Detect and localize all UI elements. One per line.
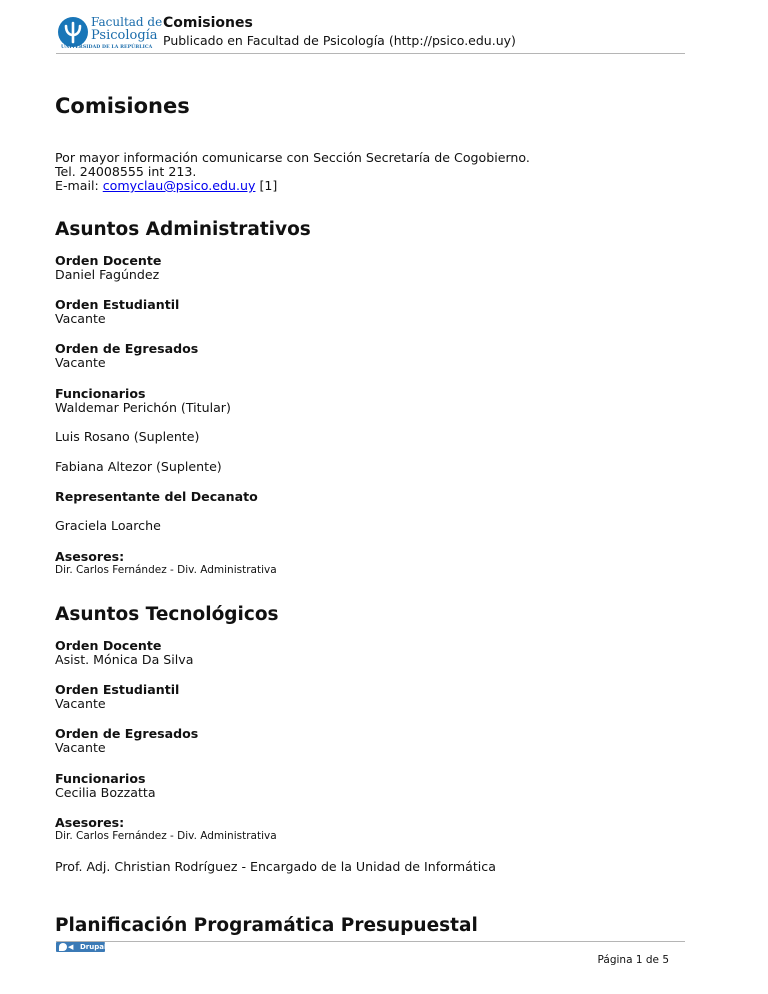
drupal-drop-icon	[59, 943, 67, 951]
intro-line-email	[55, 178, 277, 193]
footer-divider	[56, 941, 685, 942]
role-label: Orden Docente	[55, 638, 162, 653]
psi-logo-icon	[58, 17, 88, 47]
section-heading: Planificación Programática Presupuestal	[55, 915, 478, 936]
role-label: Orden de Egresados	[55, 341, 199, 356]
header-title: Comisiones	[163, 15, 253, 31]
email-prefix: E-mail:	[55, 178, 103, 193]
role-label: Orden Estudiantil	[55, 297, 180, 312]
header-subtitle: Publicado en Facultad de Psicología (http://psico.edu.uy)	[163, 33, 516, 48]
section-heading: Asuntos Administrativos	[55, 219, 311, 240]
page-number: Página 1 de 5	[597, 954, 669, 966]
role-label: Asesores:	[55, 815, 125, 830]
intro-line-phone: Tel. 24008555 int 213.	[55, 164, 197, 179]
section-heading: Asuntos Tecnológicos	[55, 604, 279, 625]
member-name: Vacante	[55, 355, 106, 370]
member-name: Fabiana Altezor (Suplente)	[55, 459, 222, 474]
page-title: Comisiones	[55, 94, 190, 118]
logo-text-facultad: Facultad de	[91, 15, 163, 29]
role-label: Funcionarios	[55, 386, 146, 401]
member-name: Vacante	[55, 311, 106, 326]
drupal-badge	[56, 942, 105, 952]
drupal-arrow-icon: ◀	[68, 943, 74, 951]
drupal-badge-label: Drupal	[80, 943, 107, 951]
advisor-name: Prof. Adj. Christian Rodríguez - Encargado de la Unidad de Informática	[55, 859, 496, 874]
advisor-name: Dir. Carlos Fernández - Div. Administrativa	[55, 564, 277, 576]
advisor-name: Dir. Carlos Fernández - Div. Administrativa	[55, 830, 277, 842]
intro-line-contact: Por mayor información comunicarse con Sección Secretaría de Cogobierno.	[55, 150, 530, 165]
logo-text-universidad: UNIVERSIDAD DE LA REPÚBLICA	[61, 45, 153, 50]
facultad-logo	[58, 14, 163, 52]
role-label: Orden Docente	[55, 253, 162, 268]
member-name: Vacante	[55, 696, 106, 711]
member-name: Waldemar Perichón (Titular)	[55, 400, 231, 415]
role-label: Asesores:	[55, 549, 125, 564]
member-name: Graciela Loarche	[55, 518, 161, 533]
role-label: Orden Estudiantil	[55, 682, 180, 697]
email-reference: [1]	[255, 178, 278, 193]
email-link[interactable]: comyclau@psico.edu.uy	[102, 178, 256, 193]
logo-text-psicologia: Psicología	[91, 28, 158, 43]
role-label: Funcionarios	[55, 771, 146, 786]
member-name: Vacante	[55, 740, 106, 755]
role-label: Representante del Decanato	[55, 489, 258, 504]
member-name: Luis Rosano (Suplente)	[55, 429, 200, 444]
page-header	[56, 12, 685, 54]
member-name: Cecilia Bozzatta	[55, 785, 156, 800]
member-name: Daniel Fagúndez	[55, 267, 160, 282]
member-name: Asist. Mónica Da Silva	[55, 652, 194, 667]
role-label: Orden de Egresados	[55, 726, 199, 741]
